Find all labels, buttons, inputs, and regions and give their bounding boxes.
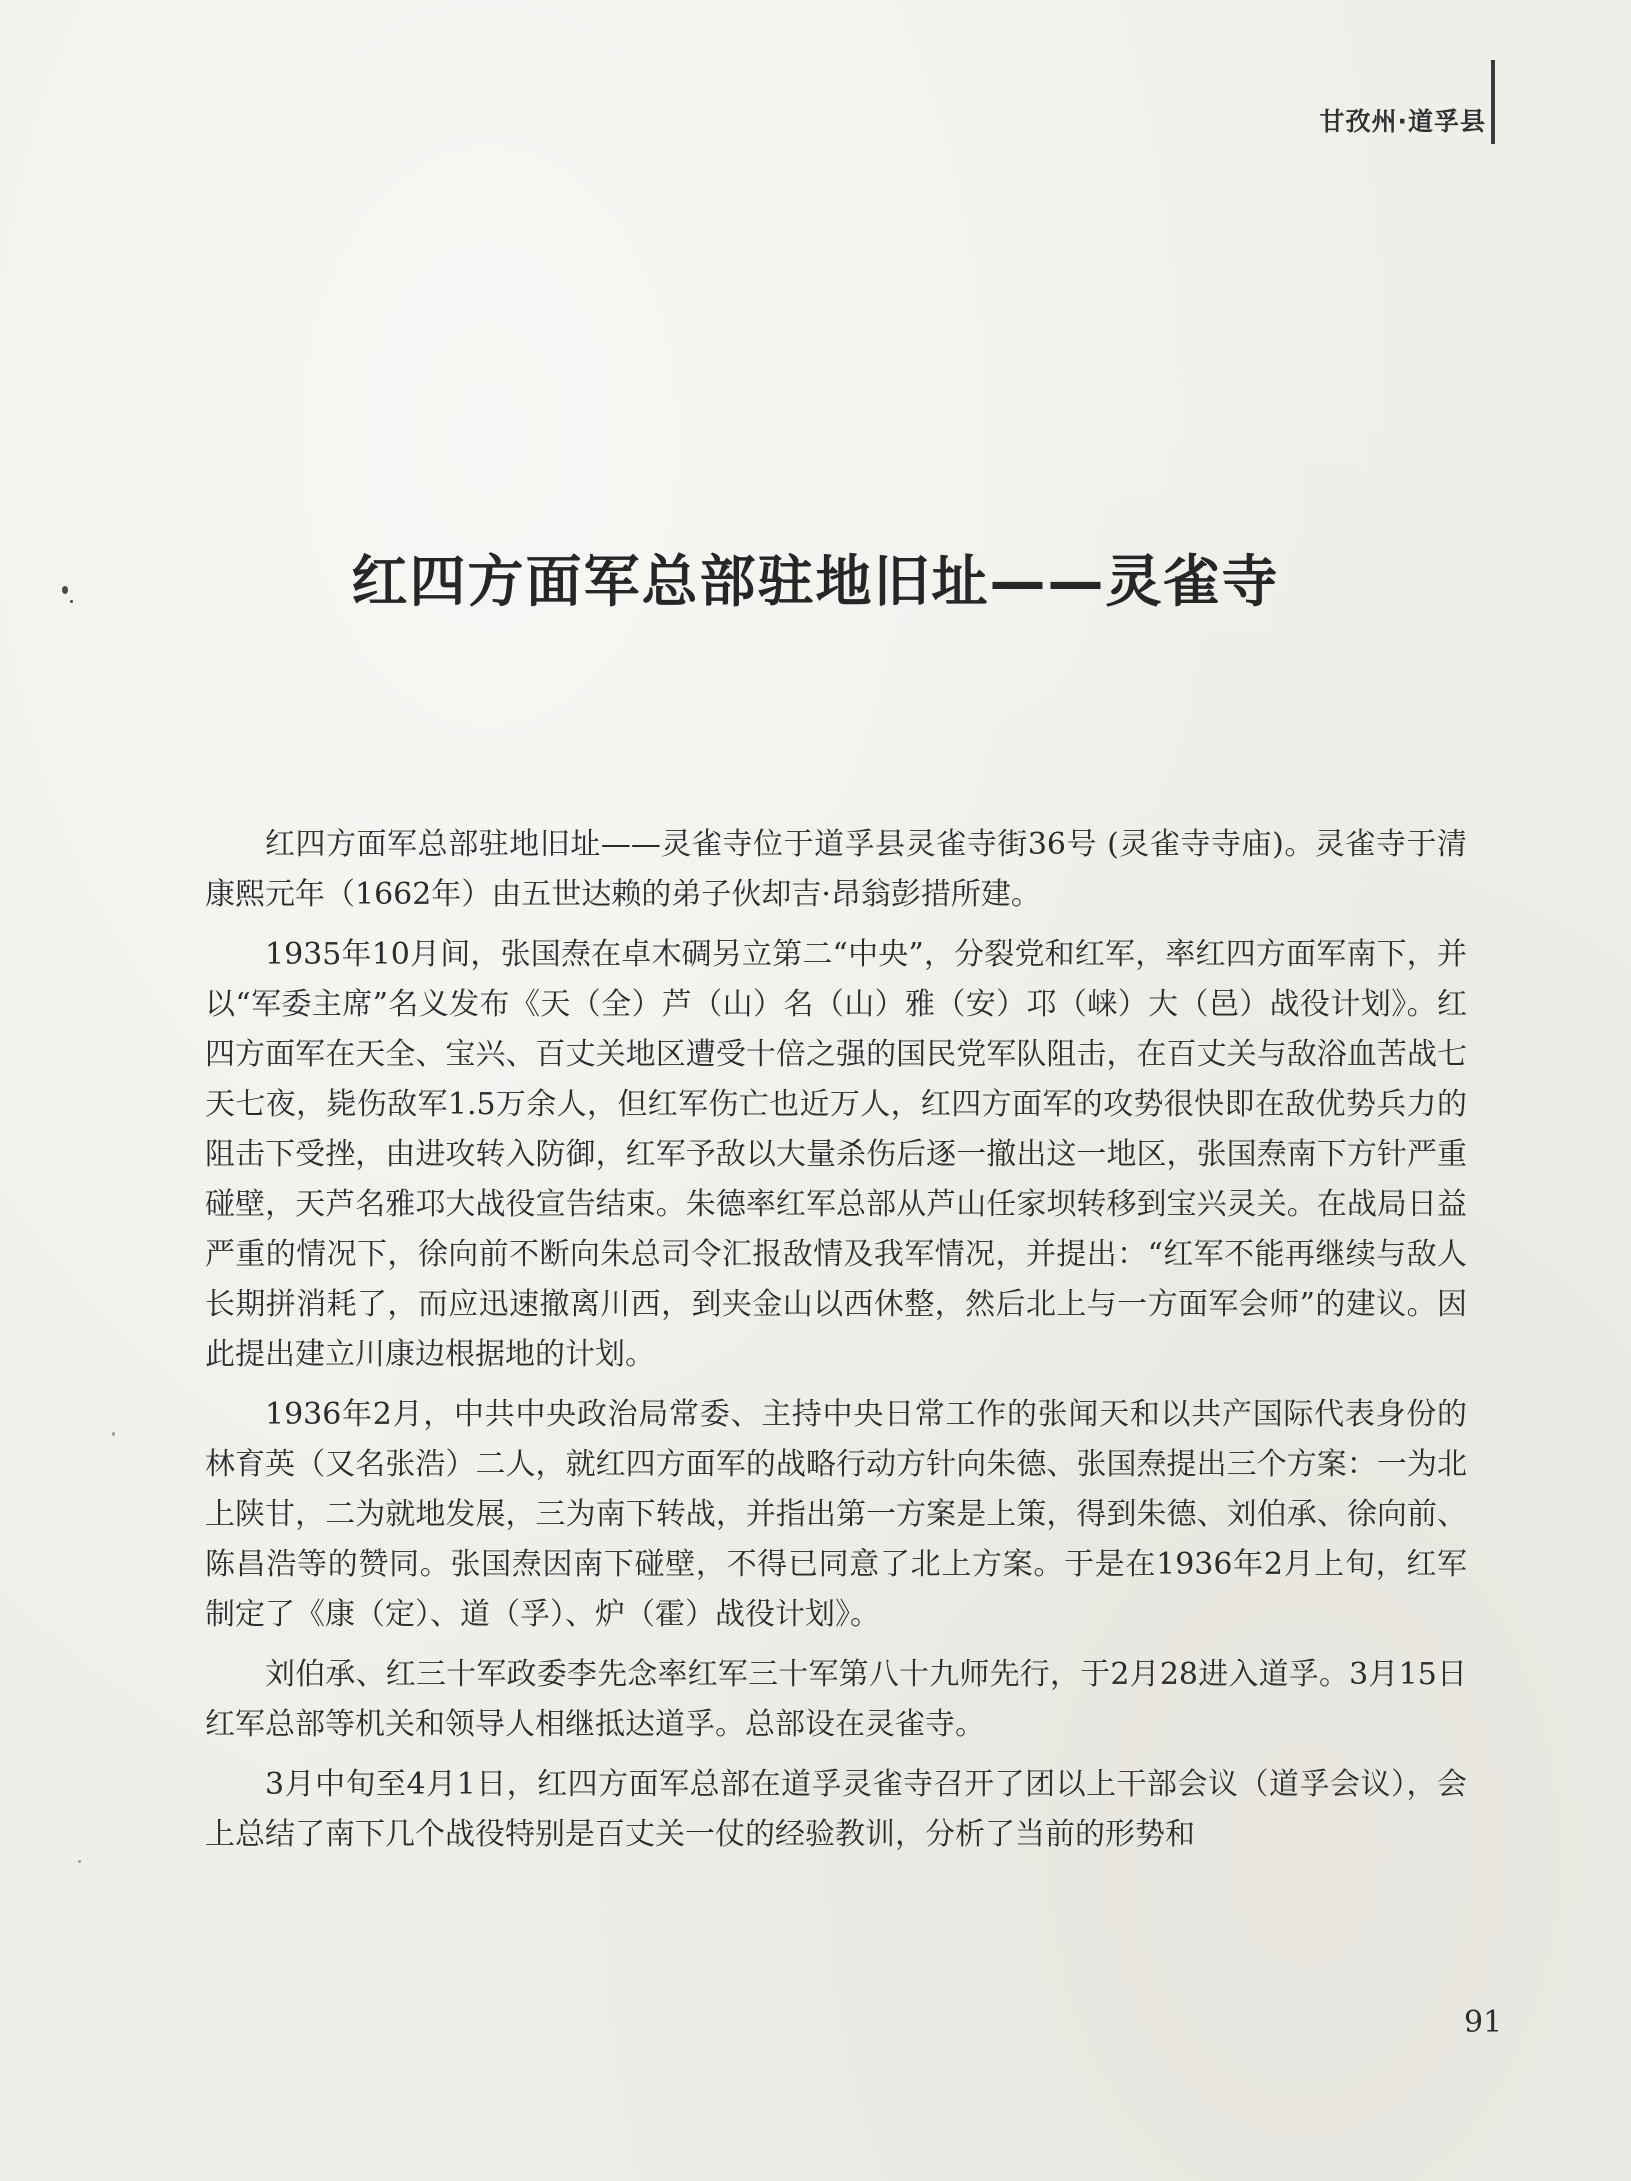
paragraph: 1935年10月间，张国焘在卓木碉另立第二“中央”，分裂党和红军，率红四方面军南下，并以“军委主席”名义发布《天（全）芦（山）名（山）雅（安）邛（崃）大（邑）战役计划》。红四方面军在天全、宝兴、百丈关地区遭受十倍之强的国民党军队阻击，在百丈关与敌浴血苦战七天七夜，毙伤敌军1.5万余人，但红军伤亡也近万人，红四方面军的攻势很快即在敌优势兵力的阻击下受挫，由进攻转入防御，红军予敌以大量杀伤后逐一撤出这一地区，张国焘南下方针严重碰壁，天芦名雅邛大战役宣告结束。朱德率红军总部从芦山任家坝转移到宝兴灵关。在战局日益严重的情况下，徐向前不断向朱总司令汇报敌情及我军情况，并提出：“红军不能再继续与敌人长期拼消耗了，而应迅速撤离川西，到夹金山以西休整，然后北上与一方面军会师”的建议。因此提出建立川康边根据地的计划。 (205, 937, 1467, 1372)
header-rule (1491, 60, 1495, 144)
article-title: 红四方面军总部驻地旧址——灵雀寺 (351, 550, 1280, 615)
scan-speck (70, 600, 73, 603)
paragraph: 红四方面军总部驻地旧址——灵雀寺位于道孚县灵雀寺街36号 (灵雀寺寺庙)。灵雀寺于清康熙元年（1662年）由五世达赖的弟子伙却吉·昂翁彭措所建。 (205, 827, 1467, 912)
scan-speck (78, 1860, 81, 1863)
running-head: 甘孜州·道孚县 (1319, 107, 1486, 136)
paragraph: 3月中旬至4月1日，红四方面军总部在道孚灵雀寺召开了团以上干部会议（道孚会议），会上总结了南下几个战役特别是百丈关一仗的经验教训，分析了当前的形势和 (205, 1767, 1467, 1852)
scan-speck (62, 586, 68, 594)
page-number: 91 (1464, 2005, 1503, 2040)
scan-speck (112, 1432, 115, 1436)
article-body (205, 820, 1467, 1870)
paragraph: 刘伯承、红三十军政委李先念率红军三十军第八十九师先行，于2月28进入道孚。3月15日红军总部等机关和领导人相继抵达道孚。总部设在灵雀寺。 (205, 1657, 1467, 1742)
paragraph: 1936年2月，中共中央政治局常委、主持中央日常工作的张闻天和以共产国际代表身份的林育英（又名张浩）二人，就红四方面军的战略行动方针向朱德、张国焘提出三个方案：一为北上陕甘，二为就地发展，三为南下转战，并指出第一方案是上策，得到朱德、刘伯承、徐向前、陈昌浩等的赞同。张国焘因南下碰壁，不得已同意了北上方案。于是在1936年2月上旬，红军制定了《康（定）、道（孚）、炉（霍）战役计划》。 (205, 1397, 1467, 1632)
